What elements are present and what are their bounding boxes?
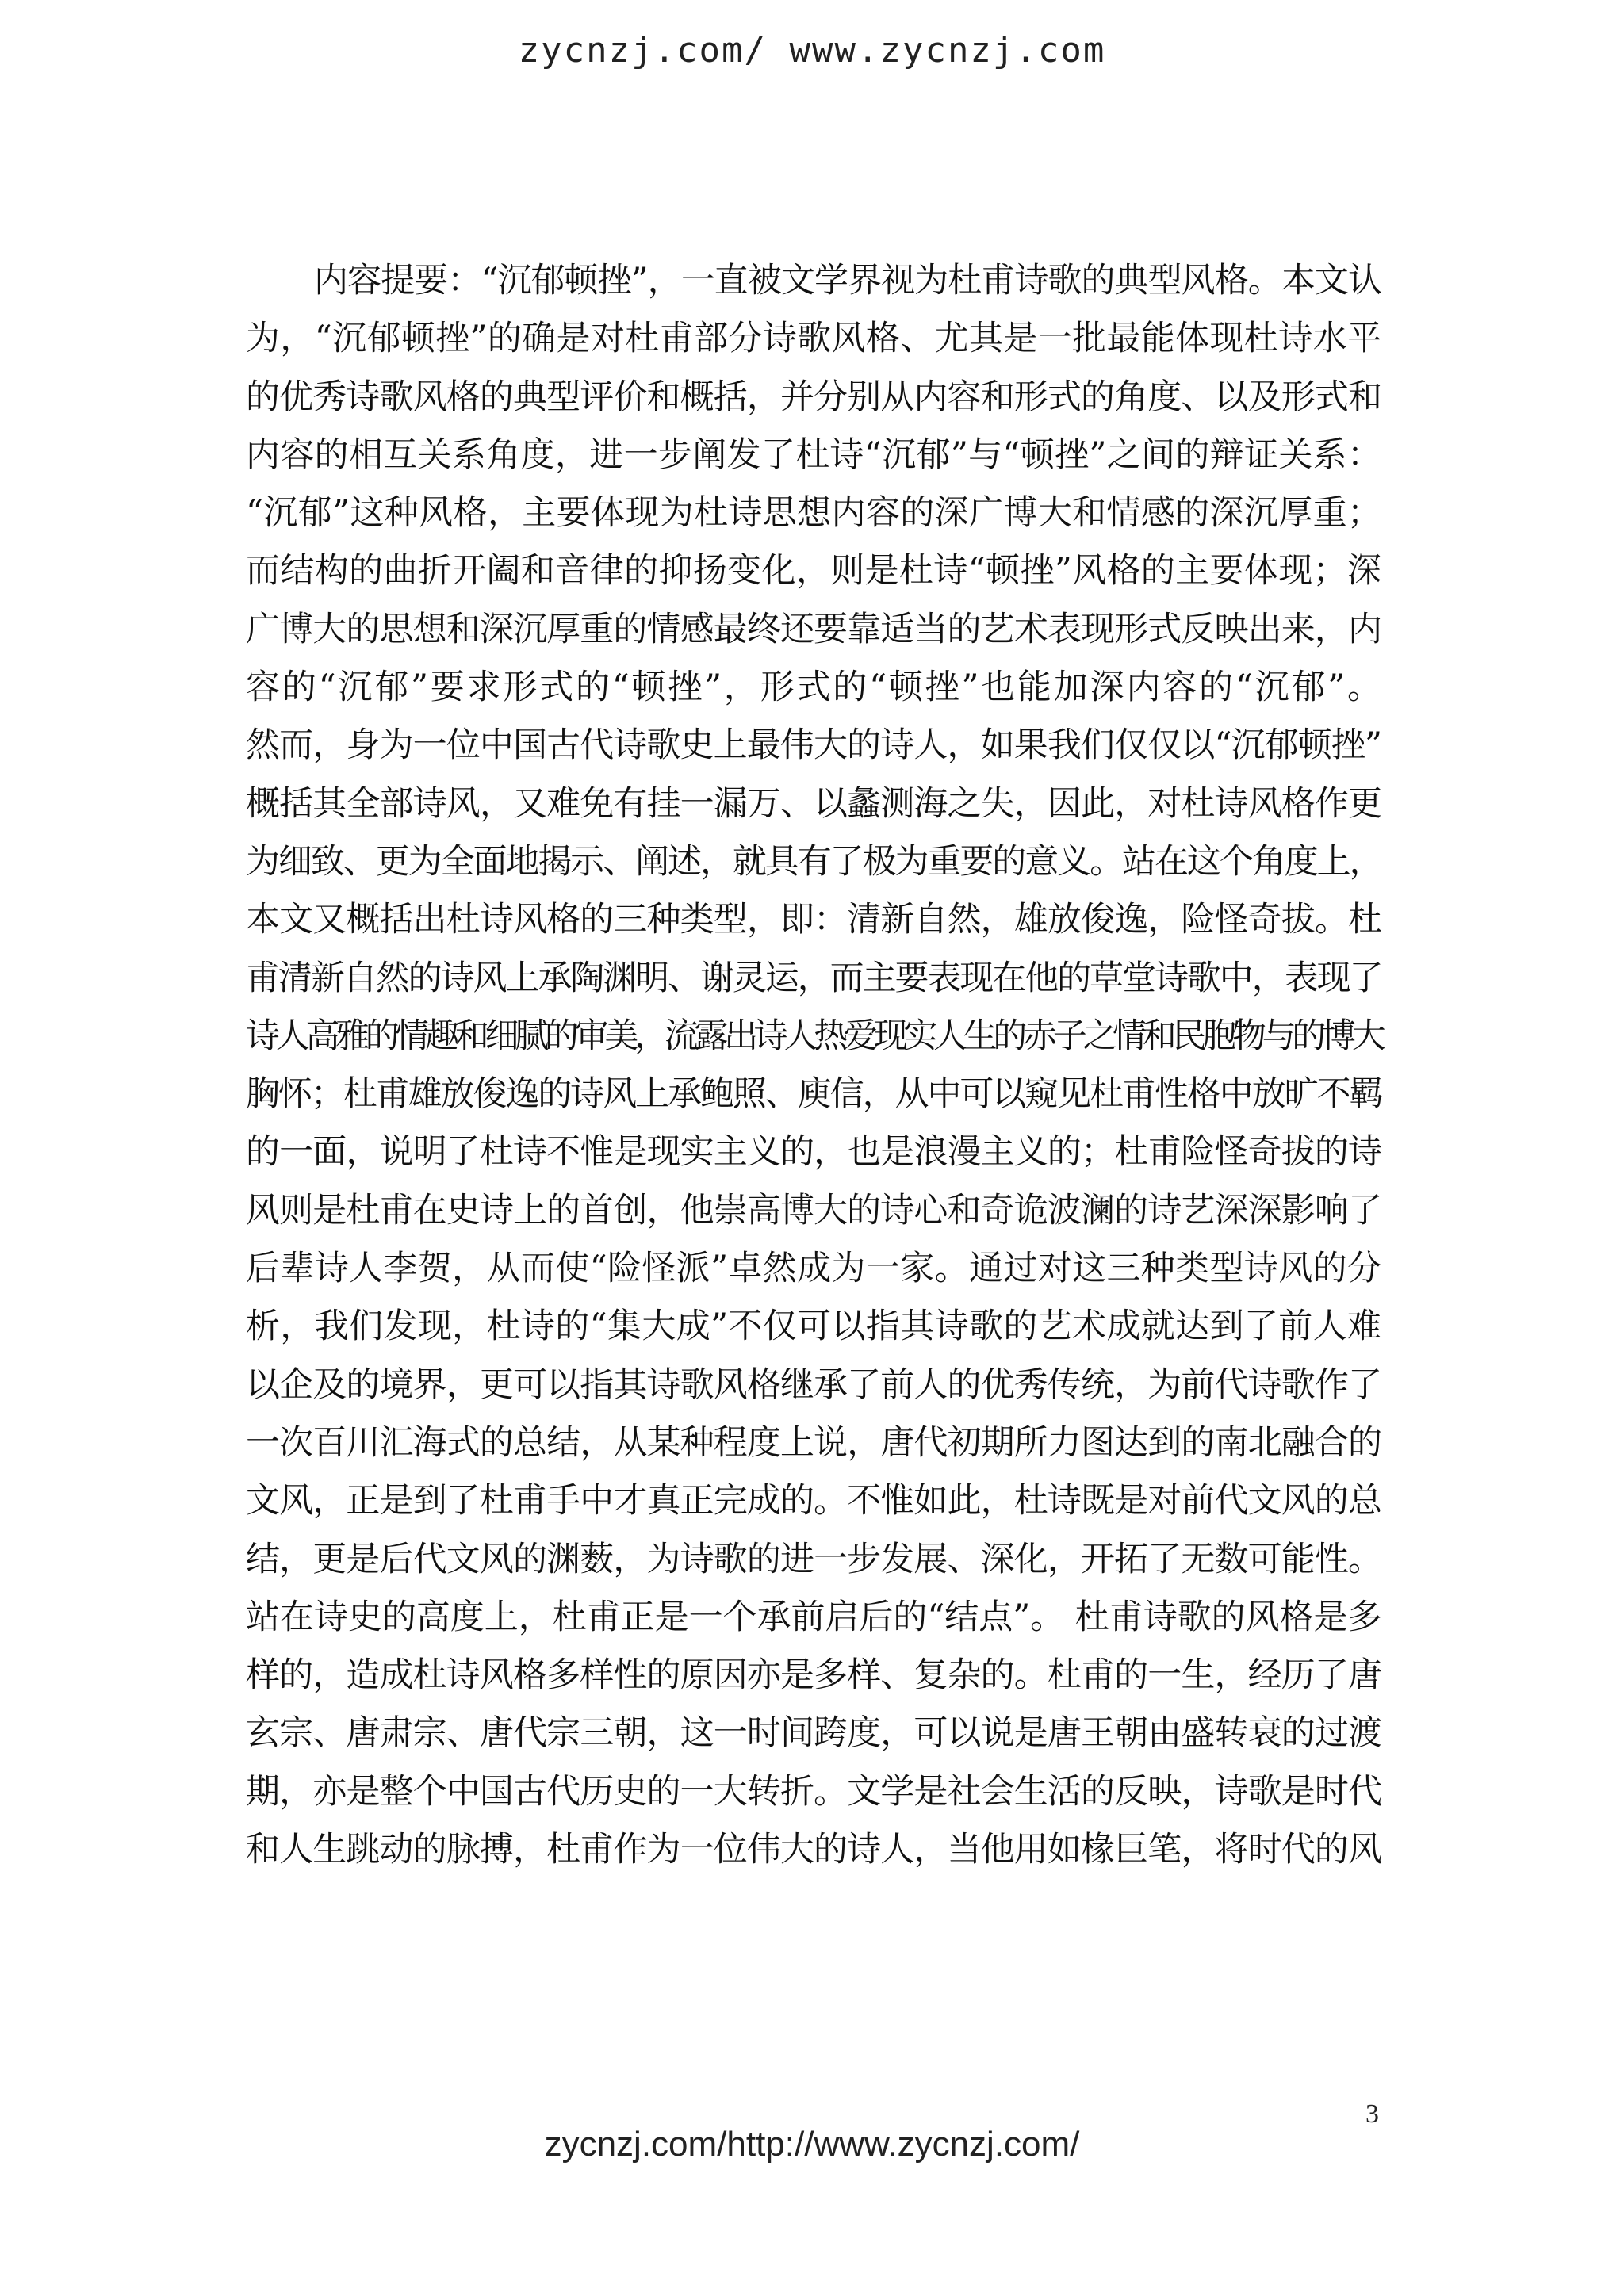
text-line: 以企及的境界，更可以指其诗歌风格继承了前人的优秀传统，为前代诗歌作了 — [246, 1364, 1381, 1405]
text-line: 期，亦是整个中国古代历史的一大转折。文学是社会生活的反映，诗歌是时代 — [246, 1771, 1381, 1812]
text-line: 为，“沉郁顿挫”的确是对杜甫部分诗歌风格、尤其是一批最能体现杜诗水平 — [246, 319, 1381, 359]
text-line: 玄宗、唐肃宗、唐代宗三朝，这一时间跨度，可以说是唐王朝由盛转衰的过渡 — [246, 1713, 1381, 1754]
text-line: “沉郁”这种风格，主要体现为杜诗思想内容的深广博大和情感的深沉厚重； — [246, 493, 1381, 534]
text-line: 文风，正是到了杜甫手中才真正完成的。不惟如此，杜诗既是对前代文风的总 — [246, 1481, 1381, 1521]
page-footer: zycnzj.com/http://www.zycnzj.com/ — [544, 2125, 1080, 2164]
text-line: 后辈诗人李贺，从而使“险怪派”卓然成为一家。通过对这三种类型诗风的分 — [246, 1249, 1381, 1289]
text-line: 风则是杜甫在史诗上的首创，他崇高博大的诗心和奇诡波澜的诗艺深深影响了 — [246, 1190, 1381, 1230]
text-line: 容的“沉郁”要求形式的“顿挫”，形式的“顿挫”也能加深内容的“沉郁”。 — [246, 668, 1381, 708]
text-line: 结，更是后代文风的渊薮，为诗歌的进一步发展、深化，开拓了无数可能性。 — [246, 1539, 1381, 1579]
text-line: 胸怀；杜甫雄放俊逸的诗风上承鲍照、庾信，从中可以窥见杜甫性格中放旷不羁 — [246, 1074, 1381, 1115]
text-line: 而结构的曲折开阖和音律的抑扬变化，则是杜诗“顿挫”风格的主要体现；深 — [246, 551, 1381, 591]
page-header: zycnzj.com/ www.zycnzj.com — [518, 30, 1106, 71]
text-line: 的优秀诗歌风格的典型评价和概括，并分别从内容和形式的角度、以及形式和 — [246, 377, 1381, 417]
text-line: 一次百川汇海式的总结，从某种程度上说，唐代初期所力图达到的南北融合的 — [246, 1422, 1381, 1463]
text-line: 为细致、更为全面地揭示、阐述，就具有了极为重要的意义。站在这个角度上， — [246, 841, 1381, 882]
text-line: 然而，身为一位中国古代诗歌史上最伟大的诗人，如果我们仅仅以“沉郁顿挫” — [246, 725, 1381, 766]
text-line: 和人生跳动的脉搏，杜甫作为一位伟大的诗人，当他用如椽巨笔，将时代的风 — [246, 1830, 1381, 1870]
text-line: 概括其全部诗风，又难免有挂一漏万、以蠡测海之失，因此，对杜诗风格作更 — [246, 783, 1381, 824]
text-line: 内容的相互关系角度，进一步阐发了杜诗“沉郁”与“顿挫”之间的辩证关系： — [246, 434, 1381, 475]
text-line: 站在诗史的高度上，杜甫正是一个承前启后的“结点”。 杜甫诗歌的风格是多 — [246, 1597, 1381, 1637]
text-line: 本文又概括出杜诗风格的三种类型，即：清新自然，雄放俊逸，险怪奇拔。杜 — [246, 900, 1381, 940]
text-line: 甫清新自然的诗风上承陶渊明、谢灵运，而主要表现在他的草堂诗歌中，表现了 — [246, 958, 1381, 998]
text-line: 内容提要：“沉郁顿挫”，一直被文学界视为杜甫诗歌的典型风格。本文认 — [314, 261, 1381, 300]
abstract-body — [246, 252, 1381, 1879]
text-line: 诗人高雅的情趣和细腻的审美，流露出诗人热爱现实人生的赤子之情和民胞物与的博大 — [246, 1016, 1381, 1056]
text-line: 的一面，说明了杜诗不惟是现实主义的，也是浪漫主义的；杜甫险怪奇拔的诗 — [246, 1132, 1381, 1173]
text-line: 析，我们发现，杜诗的“集大成”不仅可以指其诗歌的艺术成就达到了前人难 — [246, 1307, 1381, 1347]
text-line: 广博大的思想和深沉厚重的情感最终还要靠适当的艺术表现形式反映出来，内 — [246, 609, 1381, 649]
text-line: 样的，造成杜诗风格多样性的原因亦是多样、复杂的。杜甫的一生，经历了唐 — [246, 1655, 1381, 1696]
page-number: 3 — [1365, 2099, 1379, 2129]
